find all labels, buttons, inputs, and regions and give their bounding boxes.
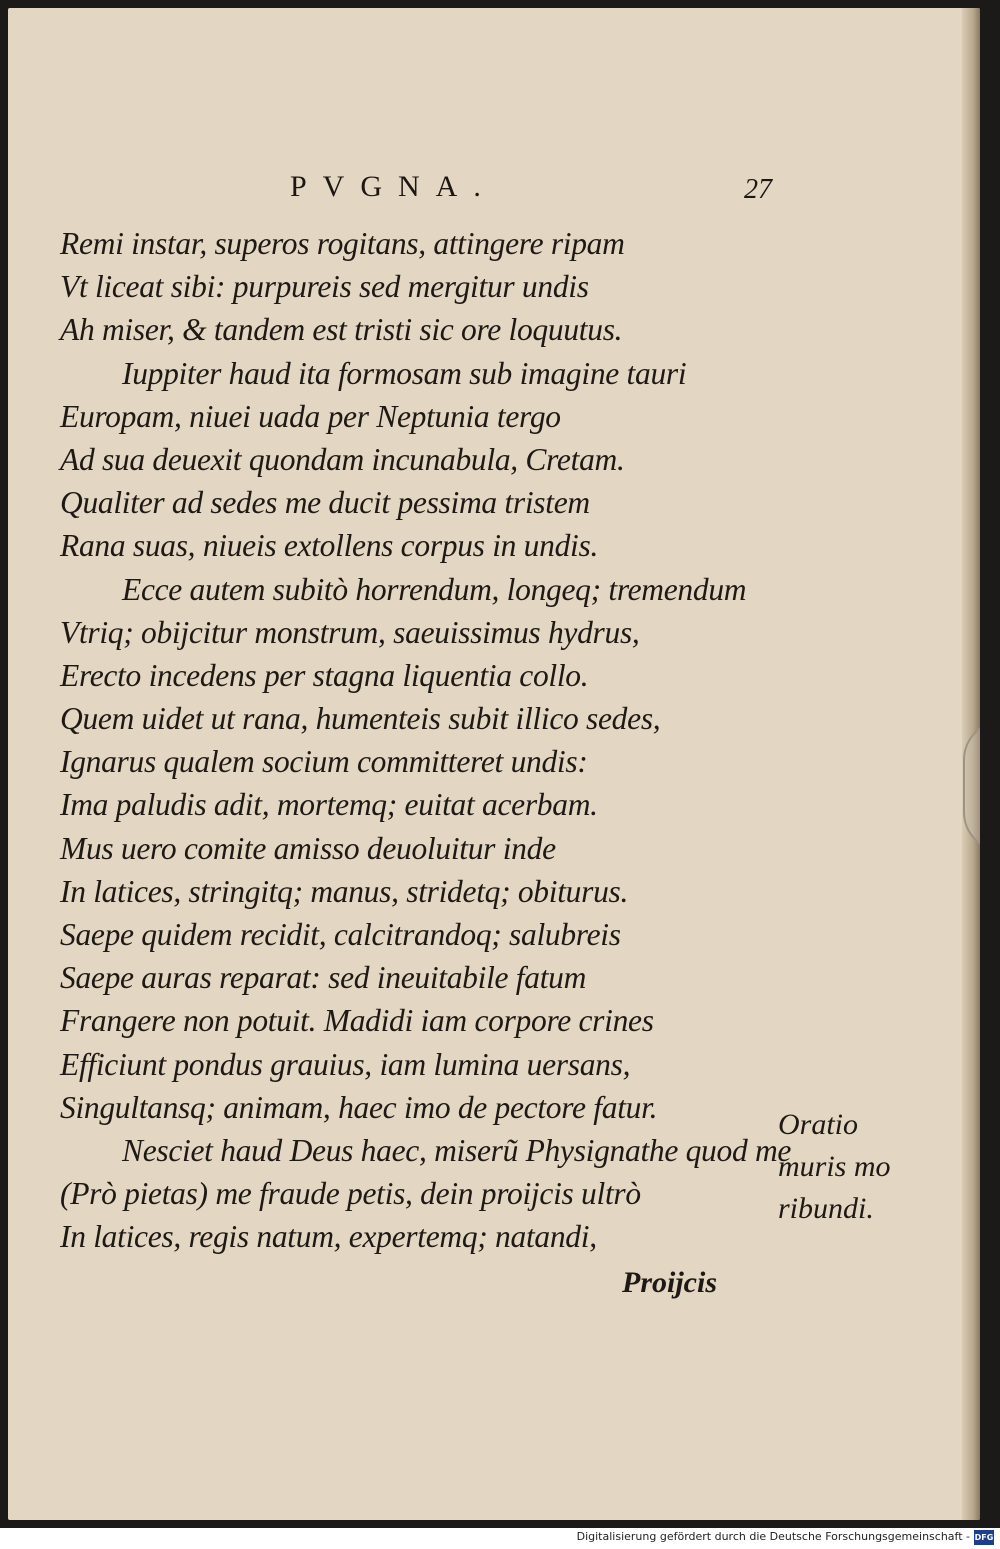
text-line: Mus uero comite amisso deuoluitur inde: [60, 830, 556, 866]
footer-credit: Digitalisierung gefördert durch die Deutsche Forschungsgemeinschaft -: [576, 1530, 970, 1543]
text-line: Quem uidet ut rana, humenteis subit illico sedes,: [60, 701, 661, 737]
digitization-footer: [0, 1528, 1000, 1549]
margin-note-line: Oratio: [778, 1108, 859, 1141]
text-line: Rana suas, niueis extollens corpus in undis.: [60, 528, 599, 564]
text-line: Frangere non potuit. Madidi iam corpore crines: [60, 1003, 654, 1039]
text-line: Saepe auras reparat: sed ineuitabile fatum: [60, 960, 587, 996]
margin-note-line: muris mo: [778, 1150, 891, 1183]
text-line: Vtriq; obijcitur monstrum, saeuissimus hydrus,: [60, 614, 640, 650]
text-line: Ecce autem subitò horrendum, longeq; tremendum: [122, 571, 747, 607]
margin-note: [778, 1104, 928, 1230]
text-line: Ignarus qualem socium committeret undis:: [60, 744, 588, 780]
text-line: In latices, regis natum, expertemq; natandi,: [60, 1219, 597, 1255]
text-line: Erecto incedens per stagna liquentia collo.: [60, 657, 589, 693]
page-number: 27: [744, 174, 772, 205]
text-line: (Prò pietas) me fraude petis, dein proijcis ultrò: [60, 1176, 641, 1212]
text-line: Qualiter ad sedes me ducit pessima tristem: [60, 485, 590, 521]
catchword: Proijcis: [622, 1266, 717, 1299]
text-line: In latices, stringitq; manus, stridetq; obiturus.: [60, 873, 629, 909]
running-head: PVGNA.: [290, 170, 497, 203]
text-line: Europam, niuei uada per Neptunia tergo: [60, 398, 561, 434]
text-line: Ah miser, & tandem est tristi sic ore loquutus.: [60, 312, 623, 348]
text-line: Nesciet haud Deus haec, miserũ Physignathe quod me: [122, 1132, 792, 1168]
text-line: Iuppiter haud ita formosam sub imagine tauri: [122, 355, 687, 391]
poem-text-block: [60, 222, 792, 1259]
text-line: Ad sua deuexit quondam incunabula, Cretam.: [60, 441, 625, 477]
text-line: Singultansq; animam, haec imo de pectore fatur.: [60, 1089, 658, 1125]
text-line: Efficiunt pondus grauius, iam lumina uersans,: [60, 1046, 631, 1082]
book-page: [8, 8, 980, 1520]
text-line: Saepe quidem recidit, calcitrandoq; salubreis: [60, 917, 621, 952]
margin-note-line: ribundi.: [778, 1192, 874, 1225]
text-line: Vt liceat sibi: purpureis sed mergitur undis: [60, 269, 589, 305]
dfg-logo-icon: DFG: [974, 1530, 994, 1545]
text-line: Ima paludis adit, mortemq; euitat acerbam.: [60, 787, 598, 823]
text-line: Remi instar, superos rogitans, attingere ripam: [60, 226, 625, 261]
